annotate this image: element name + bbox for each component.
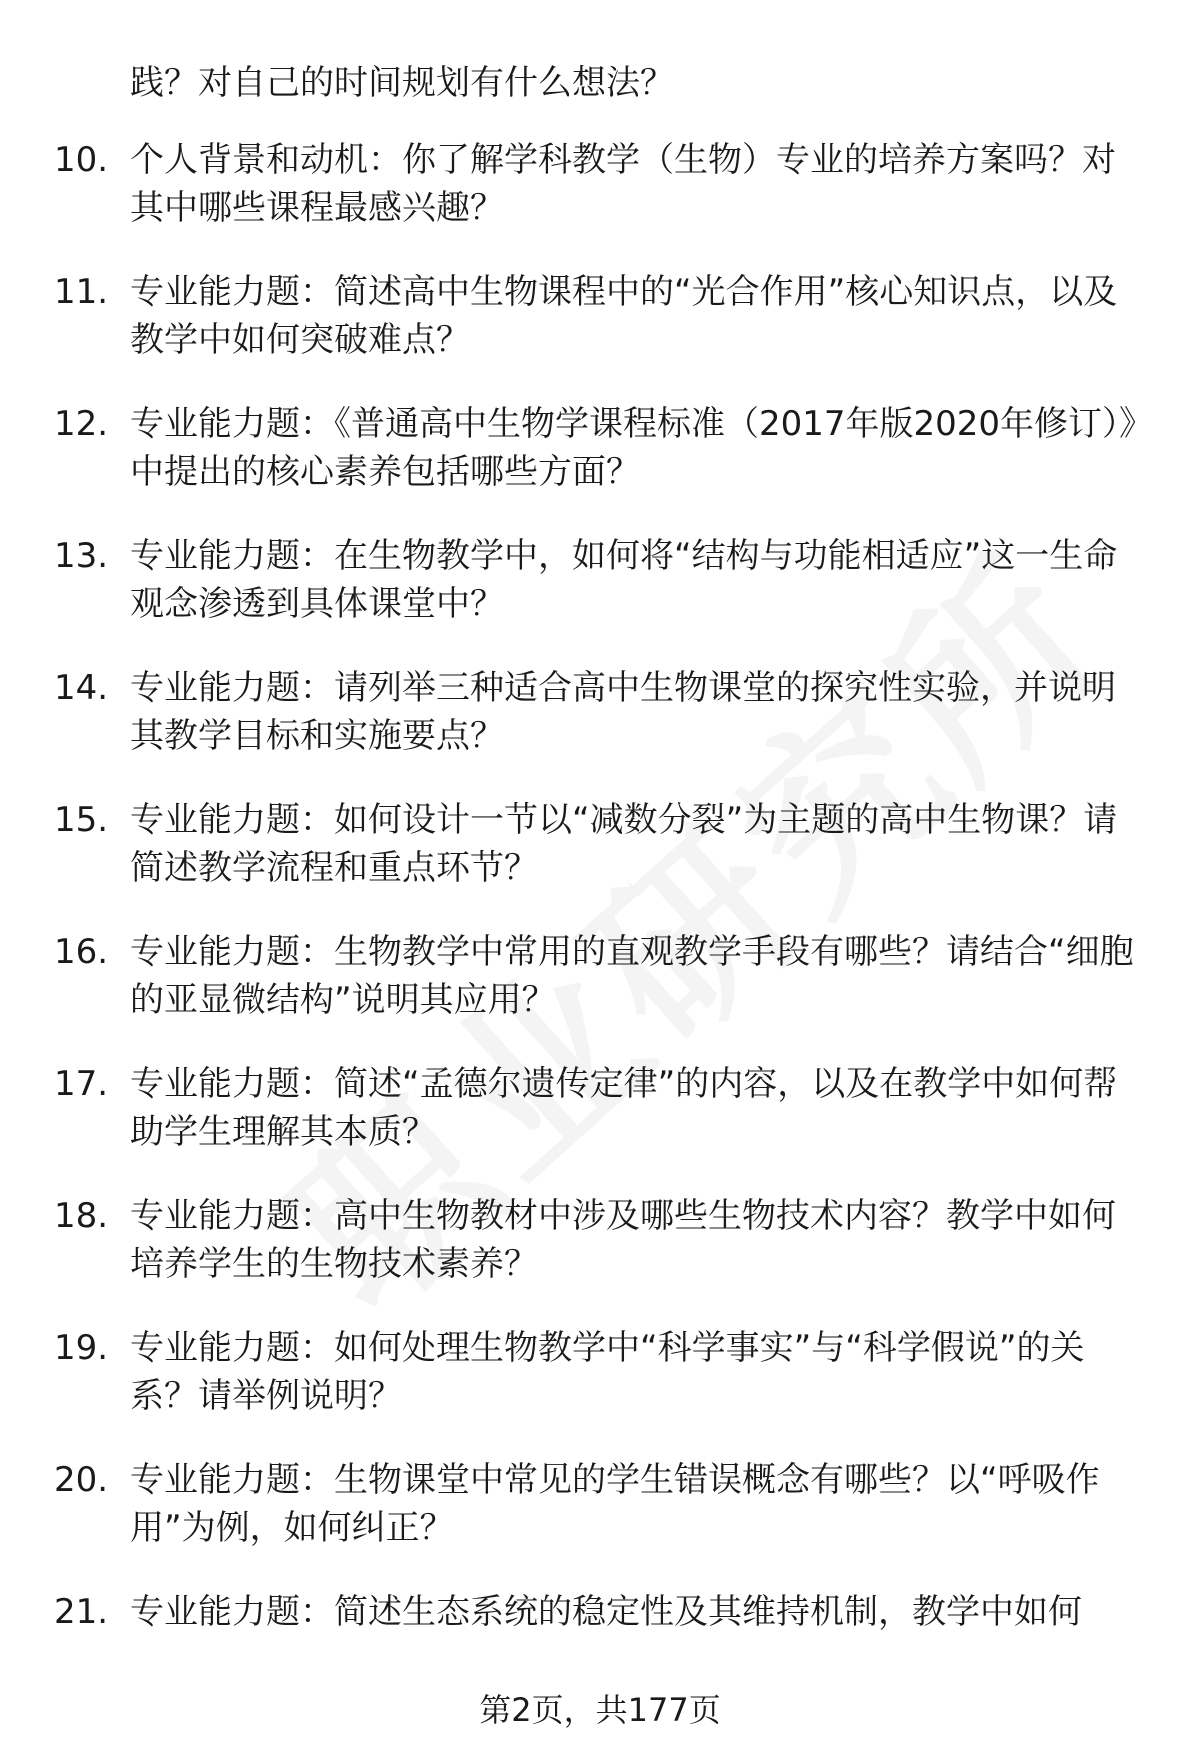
question-text: 专业能力题：高中生物教材中涉及哪些生物技术内容？教学中如何培养学生的生物技术素养？ xyxy=(130,1196,1116,1284)
question-number: 13. xyxy=(54,536,109,576)
list-item xyxy=(0,664,1200,796)
list-item xyxy=(0,928,1200,1060)
list-item xyxy=(0,400,1200,532)
continuation-text: 践？对自己的时间规划有什么想法？ xyxy=(130,63,674,103)
question-text: 专业能力题：请列举三种适合高中生物课堂的探究性实验，并说明其教学目标和实施要点？ xyxy=(130,668,1116,756)
question-text: 专业能力题：简述高中生物课程中的“光合作用”核心知识点，以及教学中如何突破难点？ xyxy=(130,272,1118,360)
question-number: 16. xyxy=(54,932,109,972)
list-item xyxy=(0,136,1200,268)
question-text: 个人背景和动机：你了解学科教学（生物）专业的培养方案吗？对其中哪些课程最感兴趣？ xyxy=(130,140,1116,228)
question-text: 专业能力题：生物课堂中常见的学生错误概念有哪些？以“呼吸作用”为例，如何纠正？ xyxy=(130,1460,1100,1548)
question-text: 专业能力题：生物教学中常用的直观教学手段有哪些？请结合“细胞的亚显微结构”说明其应用？ xyxy=(130,932,1134,1020)
page-footer: 第2页，共177页 xyxy=(479,1691,721,1729)
list-item xyxy=(0,796,1200,928)
question-number: 10. xyxy=(54,140,109,180)
question-number: 21. xyxy=(54,1592,109,1632)
question-text: 专业能力题：《普通高中生物学课程标准（2017年版2020年修订）》中提出的核心素养包括哪些方面？ xyxy=(130,404,1137,492)
question-number: 12. xyxy=(54,404,109,444)
question-text: 专业能力题：如何处理生物教学中“科学事实”与“科学假说”的关系？请举例说明？ xyxy=(130,1328,1085,1416)
question-text: 专业能力题：简述“孟德尔遗传定律”的内容，以及在教学中如何帮助学生理解其本质？ xyxy=(130,1064,1118,1152)
question-text: 专业能力题：在生物教学中，如何将“结构与功能相适应”这一生命观念渗透到具体课堂中？ xyxy=(130,536,1118,624)
question-number: 15. xyxy=(54,800,109,840)
list-item xyxy=(0,1192,1200,1324)
question-number: 19. xyxy=(54,1328,109,1368)
question-text: 专业能力题：如何设计一节以“减数分裂”为主题的高中生物课？请简述教学流程和重点环节？ xyxy=(130,800,1118,888)
question-list xyxy=(0,136,1200,1720)
list-item xyxy=(0,1324,1200,1456)
question-number: 14. xyxy=(54,668,109,708)
question-text: 专业能力题：简述生态系统的稳定性及其维持机制，教学中如何 xyxy=(130,1592,1082,1632)
question-number: 17. xyxy=(54,1064,109,1104)
list-item xyxy=(0,1060,1200,1192)
question-number: 11. xyxy=(54,272,109,312)
question-number: 18. xyxy=(54,1196,109,1236)
list-item xyxy=(0,268,1200,400)
list-item xyxy=(0,1456,1200,1588)
question-number: 20. xyxy=(54,1460,109,1500)
list-item xyxy=(0,532,1200,664)
